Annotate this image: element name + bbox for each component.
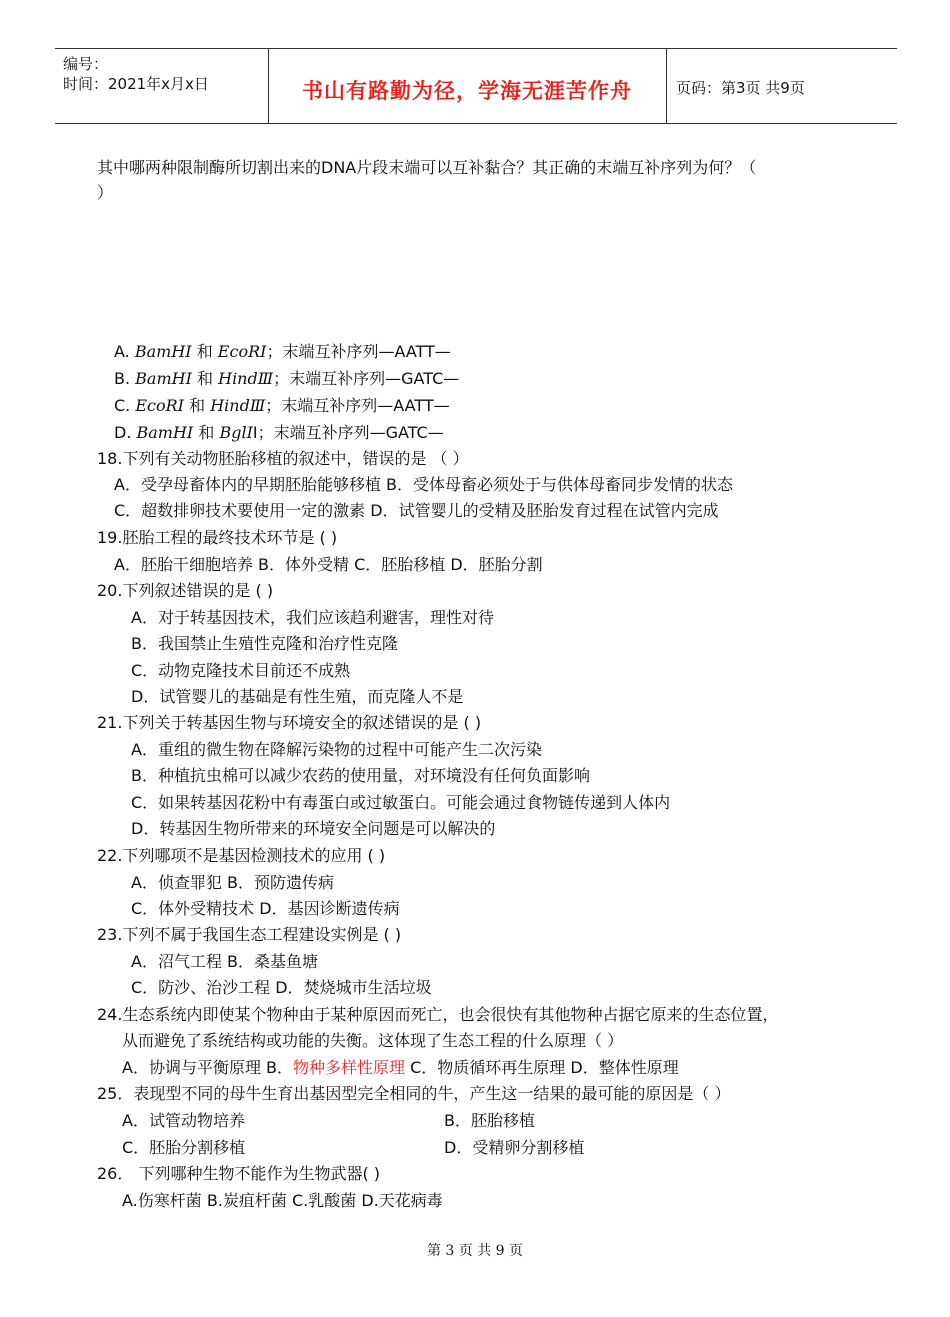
option-text: A．协调与平衡原理 B． bbox=[122, 1058, 294, 1077]
q20-option-a: A．对于转基因技术，我们应该趋利避害，理性对待 bbox=[131, 608, 494, 627]
q17-option-c bbox=[114, 396, 450, 416]
q20-option-b: B．我国禁止生殖性克隆和治疗性克隆 bbox=[131, 634, 398, 653]
option-prefix: B. bbox=[114, 369, 131, 388]
option-text: ；末端互补序列—AATT— bbox=[265, 396, 450, 415]
option-prefix: A. bbox=[114, 342, 130, 361]
conjunction: 和 bbox=[197, 369, 214, 388]
q25-option-d: D．受精卵分割移植 bbox=[444, 1138, 585, 1157]
q21-option-c: C．如果转基因花粉中有毒蛋白或过敏蛋白。可能会通过食物链传递到人体内 bbox=[131, 793, 671, 812]
q25-option-a: A．试管动物培养 bbox=[122, 1111, 245, 1130]
answer-highlight: 物种多样性原理 bbox=[293, 1058, 406, 1077]
q25-stem: 25．表现型不同的母牛生育出基因型完全相同的牛，产生这一结果的最可能的原因是（ ） bbox=[97, 1084, 731, 1103]
option-prefix: D. bbox=[114, 423, 132, 442]
page-header bbox=[55, 48, 897, 124]
q21-stem: 21.下列关于转基因生物与环境安全的叙述错误的是 ( ) bbox=[97, 713, 482, 732]
q26-options: A.伤寒杆菌 B.炭疽杆菌 C.乳酸菌 D.天花病毒 bbox=[122, 1191, 443, 1210]
q23-options-line2: C．防沙、治沙工程 D．焚烧城市生活垃圾 bbox=[131, 978, 432, 997]
option-text: C．物质循环再生原理 D．整体性原理 bbox=[405, 1058, 679, 1077]
option-prefix: C. bbox=[114, 396, 131, 415]
q17-stem-line1: 其中哪两种限制酶所切割出来的DNA片段末端可以互补黏合？其正确的末端互补序列为何？（ bbox=[97, 158, 757, 177]
q17-option-b bbox=[114, 369, 459, 389]
q20-option-d: D．试管婴儿的基础是有性生殖，而克隆人不是 bbox=[131, 687, 464, 706]
conjunction: 和 bbox=[198, 423, 215, 442]
page-footer: 第 3 页 共 9 页 bbox=[426, 1243, 524, 1259]
serial-label: 编号： bbox=[63, 55, 109, 73]
q20-option-c: C．动物克隆技术目前还不成熟 bbox=[131, 661, 351, 680]
enzyme-name: BamHI bbox=[136, 423, 194, 442]
enzyme-name: HindⅢ bbox=[218, 369, 274, 388]
option-text: ；末端互补序列—GATC— bbox=[273, 369, 460, 388]
header-meta bbox=[55, 49, 269, 123]
q19-stem: 19.胚胎工程的最终技术环节是 ( ) bbox=[97, 528, 338, 547]
option-text: ；末端互补序列—AATT— bbox=[266, 342, 451, 361]
q21-option-d: D．转基因生物所带来的环境安全问题是可以解决的 bbox=[131, 819, 496, 838]
conjunction: 和 bbox=[196, 342, 213, 361]
conjunction: 和 bbox=[189, 396, 206, 415]
q19-options: A．胚胎干细胞培养 B．体外受精 C．胚胎移植 D．胚胎分割 bbox=[114, 555, 543, 574]
q17-stem-line2: ） bbox=[97, 183, 114, 202]
q18-stem: 18.下列有关动物胚胎移植的叙述中，错误的是 （ ） bbox=[97, 449, 469, 468]
q21-option-b: B．种植抗虫棉可以减少农药的使用量，对环境没有任何负面影响 bbox=[131, 766, 590, 785]
q20-stem: 20.下列叙述错误的是 ( ) bbox=[97, 581, 274, 600]
enzyme-name: BamHI bbox=[135, 369, 192, 388]
q24-options bbox=[122, 1058, 679, 1078]
enzyme-name: BamHI bbox=[134, 342, 192, 361]
enzyme-name: HindⅢ bbox=[210, 396, 266, 415]
q26-stem: 26． 下列哪种生物不能作为生物武器( ) bbox=[97, 1164, 381, 1183]
q22-options-line1: A．侦查罪犯 B．预防遗传病 bbox=[131, 873, 335, 892]
q25-option-c: C．胚胎分割移植 bbox=[122, 1138, 246, 1157]
time-label: 时间：2021年x月x日 bbox=[63, 75, 209, 93]
option-text: I；末端互补序列—GATC— bbox=[252, 423, 444, 442]
motto: 书山有路勤为径，学海无涯苦作舟 bbox=[302, 79, 632, 103]
q22-options-line2: C．体外受精技术 D．基因诊断遗传病 bbox=[131, 899, 400, 918]
page-label: 页码：第3页 共9页 bbox=[676, 79, 805, 97]
q23-options-line1: A．沼气工程 B．桑基鱼塘 bbox=[131, 952, 319, 971]
q17-option-d bbox=[114, 423, 444, 443]
header-page-cell bbox=[666, 49, 897, 123]
q24-stem-line2: 从而避免了系统结构或功能的失衡。这体现了生态工程的什么原理（ ） bbox=[122, 1031, 624, 1050]
q18-options-line1: A．受孕母畜体内的早期胚胎能够移植 B．受体母畜必须处于与供体母畜同步发情的状态 bbox=[114, 475, 734, 494]
header-motto-cell bbox=[268, 49, 667, 123]
q18-options-line2: C．超数排卵技术要使用一定的激素 D．试管婴儿的受精及胚胎发育过程在试管内完成 bbox=[114, 501, 719, 520]
q24-stem-line1: 24.生态系统内即使某个物种由于某种原因而死亡，也会很快有其他物种占据它原来的生态位置， bbox=[97, 1005, 779, 1024]
q21-option-a: A．重组的微生物在降解污染物的过程中可能产生二次污染 bbox=[131, 740, 542, 759]
q22-stem: 22.下列哪项不是基因检测技术的应用 ( ) bbox=[97, 846, 386, 865]
enzyme-name: EcoRI bbox=[217, 342, 267, 361]
q25-option-b: B．胚胎移植 bbox=[444, 1111, 535, 1130]
q17-option-a bbox=[114, 342, 451, 362]
enzyme-name: BglI bbox=[219, 423, 253, 442]
enzyme-name: EcoRI bbox=[135, 396, 184, 415]
q23-stem: 23.下列不属于我国生态工程建设实例是 ( ) bbox=[97, 925, 402, 944]
